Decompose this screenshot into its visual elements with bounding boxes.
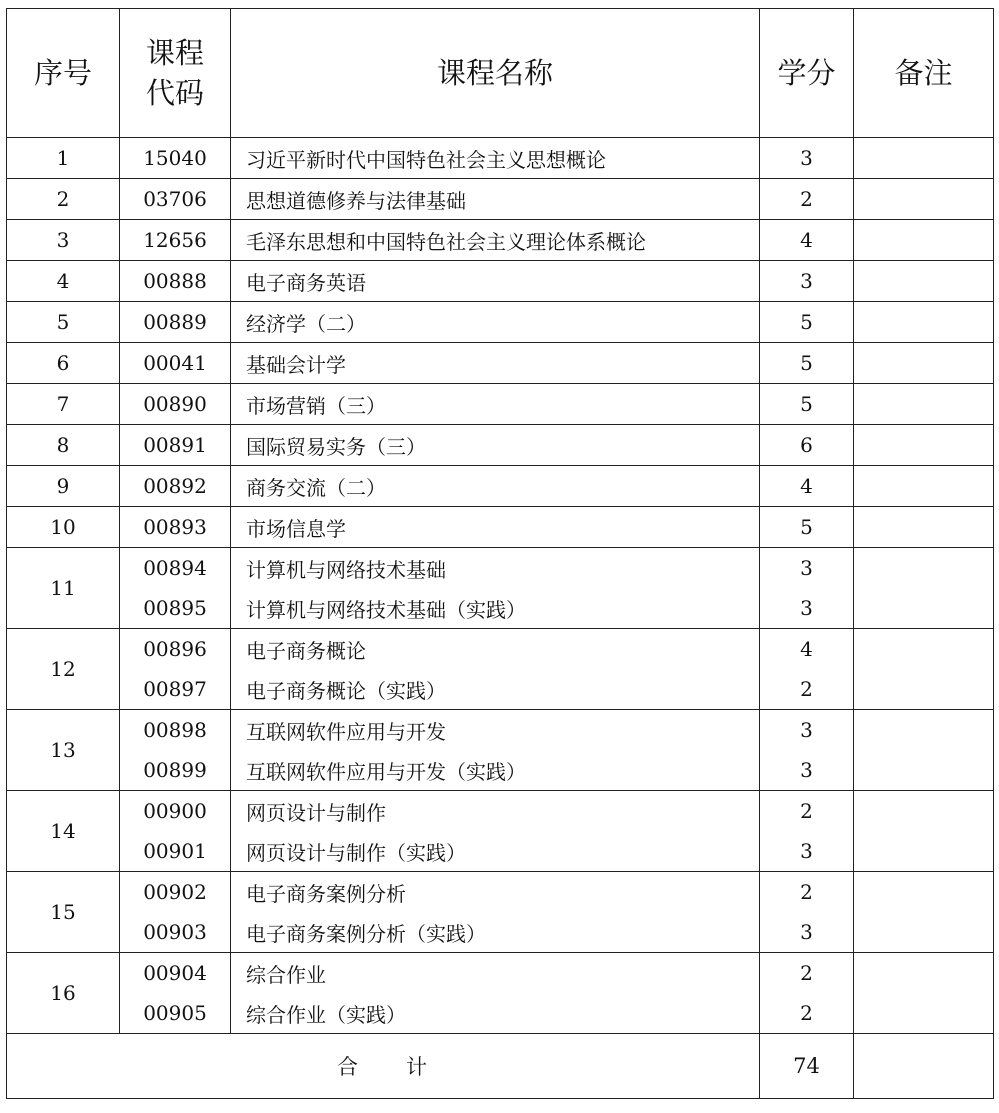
course-name: 市场营销（三） (231, 384, 760, 425)
table-row (7, 750, 994, 791)
course-name: 习近平新时代中国特色社会主义思想概论 (231, 138, 760, 179)
course-name: 综合作业（实践） (231, 993, 760, 1034)
total-row (7, 1034, 994, 1099)
course-remark (854, 993, 994, 1034)
course-name: 电子商务概论（实践） (231, 669, 760, 710)
course-credit: 3 (760, 710, 854, 751)
table-row (7, 953, 994, 994)
course-credit: 4 (760, 220, 854, 261)
course-remark (854, 548, 994, 589)
course-credit: 3 (760, 588, 854, 629)
course-remark (854, 710, 994, 751)
table-row (7, 261, 994, 302)
table-row (7, 831, 994, 872)
table-row (7, 912, 994, 953)
course-credit: 5 (760, 384, 854, 425)
row-index: 7 (7, 384, 120, 425)
table-row (7, 872, 994, 913)
course-remark (854, 831, 994, 872)
course-credit: 2 (760, 993, 854, 1034)
course-code: 12656 (120, 220, 231, 261)
table-row (7, 588, 994, 629)
table-row (7, 220, 994, 261)
table-row (7, 993, 994, 1034)
course-credit: 3 (760, 912, 854, 953)
course-name: 计算机与网络技术基础（实践） (231, 588, 760, 629)
course-code: 00889 (120, 302, 231, 343)
course-name: 经济学（二） (231, 302, 760, 343)
header-code (120, 9, 231, 138)
course-remark (854, 912, 994, 953)
course-remark (854, 669, 994, 710)
header-credit: 学分 (760, 9, 854, 138)
row-index: 8 (7, 425, 120, 466)
course-code: 03706 (120, 179, 231, 220)
course-code: 00897 (120, 669, 231, 710)
course-remark (854, 302, 994, 343)
course-name: 电子商务概论 (231, 629, 760, 670)
course-remark (854, 791, 994, 832)
header-index: 序号 (7, 9, 120, 138)
course-code: 00902 (120, 872, 231, 913)
course-code: 00904 (120, 953, 231, 994)
table-row (7, 669, 994, 710)
course-code: 00903 (120, 912, 231, 953)
table-row (7, 507, 994, 548)
course-code: 00899 (120, 750, 231, 791)
course-remark (854, 261, 994, 302)
course-name: 电子商务英语 (231, 261, 760, 302)
course-code: 00894 (120, 548, 231, 589)
course-credit: 6 (760, 425, 854, 466)
course-credit: 5 (760, 302, 854, 343)
header-name: 课程名称 (231, 9, 760, 138)
course-credit: 3 (760, 750, 854, 791)
row-index: 13 (7, 710, 120, 791)
course-code: 00041 (120, 343, 231, 384)
course-name: 综合作业 (231, 953, 760, 994)
course-name: 网页设计与制作 (231, 791, 760, 832)
course-remark (854, 750, 994, 791)
course-credit: 4 (760, 466, 854, 507)
course-name: 互联网软件应用与开发 (231, 710, 760, 751)
course-code: 00890 (120, 384, 231, 425)
header-row (7, 9, 994, 138)
course-name: 市场信息学 (231, 507, 760, 548)
course-name: 网页设计与制作（实践） (231, 831, 760, 872)
course-credit: 5 (760, 343, 854, 384)
course-remark (854, 220, 994, 261)
course-code: 00888 (120, 261, 231, 302)
course-remark (854, 138, 994, 179)
row-index: 9 (7, 466, 120, 507)
header-code-line1: 课程 (145, 36, 204, 70)
course-name: 电子商务案例分析 (231, 872, 760, 913)
course-remark (854, 466, 994, 507)
course-name: 国际贸易实务（三） (231, 425, 760, 466)
row-index: 4 (7, 261, 120, 302)
course-name: 商务交流（二） (231, 466, 760, 507)
total-credit: 74 (760, 1034, 854, 1099)
header-remark: 备注 (854, 9, 994, 138)
course-table (6, 8, 994, 1099)
course-credit: 2 (760, 179, 854, 220)
table-row (7, 384, 994, 425)
row-index: 11 (7, 548, 120, 629)
table-row (7, 138, 994, 179)
row-index: 5 (7, 302, 120, 343)
row-index: 16 (7, 953, 120, 1034)
row-index: 2 (7, 179, 120, 220)
course-remark (854, 588, 994, 629)
total-label: 合 计 (7, 1034, 760, 1099)
table-row (7, 425, 994, 466)
course-code: 00905 (120, 993, 231, 1034)
course-remark (854, 872, 994, 913)
course-name: 计算机与网络技术基础 (231, 548, 760, 589)
row-index: 1 (7, 138, 120, 179)
table-row (7, 343, 994, 384)
row-index: 3 (7, 220, 120, 261)
row-index: 10 (7, 507, 120, 548)
course-credit: 3 (760, 831, 854, 872)
table-row (7, 466, 994, 507)
row-index: 14 (7, 791, 120, 872)
course-credit: 4 (760, 629, 854, 670)
course-credit: 2 (760, 791, 854, 832)
course-credit: 3 (760, 138, 854, 179)
course-remark (854, 179, 994, 220)
course-name: 电子商务案例分析（实践） (231, 912, 760, 953)
course-name: 互联网软件应用与开发（实践） (231, 750, 760, 791)
table-row (7, 302, 994, 343)
course-remark (854, 425, 994, 466)
course-name: 毛泽东思想和中国特色社会主义理论体系概论 (231, 220, 760, 261)
course-code: 00893 (120, 507, 231, 548)
row-index: 6 (7, 343, 120, 384)
course-code: 00892 (120, 466, 231, 507)
header-code-line2: 代码 (145, 76, 204, 110)
course-remark (854, 384, 994, 425)
course-remark (854, 507, 994, 548)
course-code: 00896 (120, 629, 231, 670)
course-code: 00901 (120, 831, 231, 872)
course-name: 基础会计学 (231, 343, 760, 384)
course-remark (854, 953, 994, 994)
course-remark (854, 629, 994, 670)
table-row (7, 710, 994, 751)
course-credit: 3 (760, 548, 854, 589)
table-row (7, 629, 994, 670)
course-credit: 3 (760, 261, 854, 302)
course-code: 00898 (120, 710, 231, 751)
course-credit: 5 (760, 507, 854, 548)
course-credit: 2 (760, 953, 854, 994)
table-body (7, 138, 994, 1034)
course-code: 00891 (120, 425, 231, 466)
course-code: 00895 (120, 588, 231, 629)
course-credit: 2 (760, 872, 854, 913)
course-name: 思想道德修养与法律基础 (231, 179, 760, 220)
row-index: 12 (7, 629, 120, 710)
course-remark (854, 343, 994, 384)
course-code: 15040 (120, 138, 231, 179)
table-row (7, 791, 994, 832)
table-row (7, 179, 994, 220)
row-index: 15 (7, 872, 120, 953)
course-credit: 2 (760, 669, 854, 710)
table-row (7, 548, 994, 589)
course-code: 00900 (120, 791, 231, 832)
total-remark (854, 1034, 994, 1099)
